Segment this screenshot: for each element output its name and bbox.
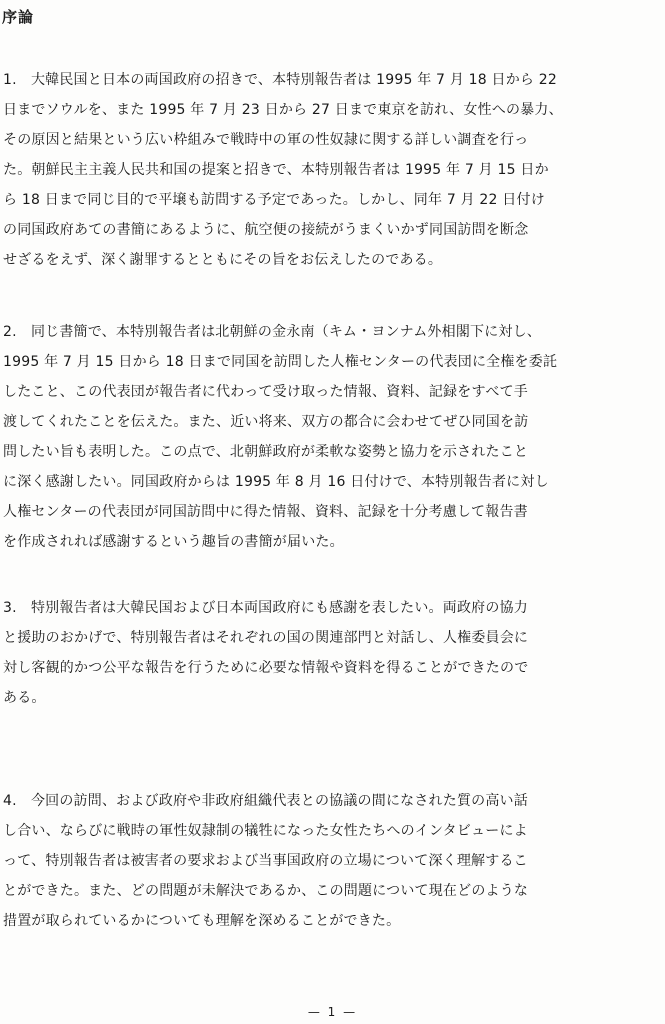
paragraph-line: したこと、この代表団が報告者に代わって受け取った情報、資料、記録をすべて手: [3, 384, 528, 400]
paragraph-line: た。朝鮮民主主義人民共和国の提案と招きで、本特別報告者は 1995 年 7 月 15 日か: [3, 162, 549, 178]
paragraph-3: [3, 593, 661, 713]
paragraph-line: に深く感謝したい。同国政府からは 1995 年 8 月 16 日付けで、本特別報告者に対し: [3, 474, 549, 490]
paragraph-4: [3, 786, 661, 936]
paragraph-line: とができた。また、どの問題が未解決であるか、この問題について現在どのような: [3, 883, 529, 899]
paragraph-2: [3, 317, 661, 557]
paragraph-line: 4. 今回の訪問、および政府や非政府組織代表との協議の間になされた質の高い話: [3, 793, 528, 809]
paragraph-line: って、特別報告者は被害者の要求および当事国政府の立場について深く理解するこ: [3, 853, 528, 869]
paragraph-line: 1995 年 7 月 15 日から 18 日まで同国を訪問した人権センターの代表団に全権を委託: [3, 354, 558, 370]
paragraph-line: その原因と結果という広い枠組みで戦時中の軍の性奴隷に関する詳しい調査を行っ: [3, 132, 529, 148]
paragraph-line: 人権センターの代表団が同国訪問中に得た情報、資料、記録を十分考慮して報告書: [3, 504, 528, 520]
paragraph-line: し合い、ならびに戦時の軍性奴隷制の犠牲になった女性たちへのインタビューによ: [3, 823, 528, 839]
page-number: — 1 —: [307, 1005, 358, 1019]
paragraph-line: 日までソウルを、また 1995 年 7 月 23 日から 27 日まで東京を訪れ、女性への暴力、: [3, 102, 563, 118]
paragraph-1: [3, 65, 661, 275]
paragraph-line: を作成されれば感謝するという趣旨の書簡が届いた。: [3, 534, 344, 550]
section-heading: 序論: [2, 8, 35, 26]
paragraph-line: ある。: [3, 690, 46, 706]
paragraph-line: 2. 同じ書簡で、本特別報告者は北朝鮮の金永南（キム・ヨンナム外相閣下に対し、: [3, 324, 542, 340]
paragraph-line: と援助のおかげで、特別報告者はそれぞれの国の関連部門と対話し、人権委員会に: [3, 630, 529, 646]
paragraph-line: 3. 特別報告者は大韓民国および日本両国政府にも感謝を表したい。両政府の協力: [3, 600, 528, 616]
paragraph-line: の同国政府あての書簡にあるように、航空便の接続がうまくいかず同国訪問を断念: [3, 222, 529, 238]
paragraph-line: せざるをえず、深く謝罪するとともにその旨をお伝えしたのである。: [3, 252, 443, 268]
paragraph-line: 措置が取られているかについても理解を深めることができた。: [3, 913, 401, 929]
paragraph-line: 問したい旨も表明した。この点で、北朝鮮政府が柔軟な姿勢と協力を示されたこと: [3, 444, 529, 460]
paragraph-line: 1. 大韓民国と日本の両国政府の招きで、本特別報告者は 1995 年 7 月 18 日から 22: [3, 72, 557, 88]
paragraph-line: ら 18 日まで同じ目的で平壌も訪問する予定であった。しかし、同年 7 月 22 日付け: [3, 192, 545, 208]
paragraph-line: 対し客観的かつ公平な報告を行うために必要な情報や資料を得ることができたので: [3, 660, 529, 676]
paragraph-line: 渡してくれたことを伝えた。また、近い将来、双方の都合に会わせてぜひ同国を訪: [3, 414, 529, 430]
